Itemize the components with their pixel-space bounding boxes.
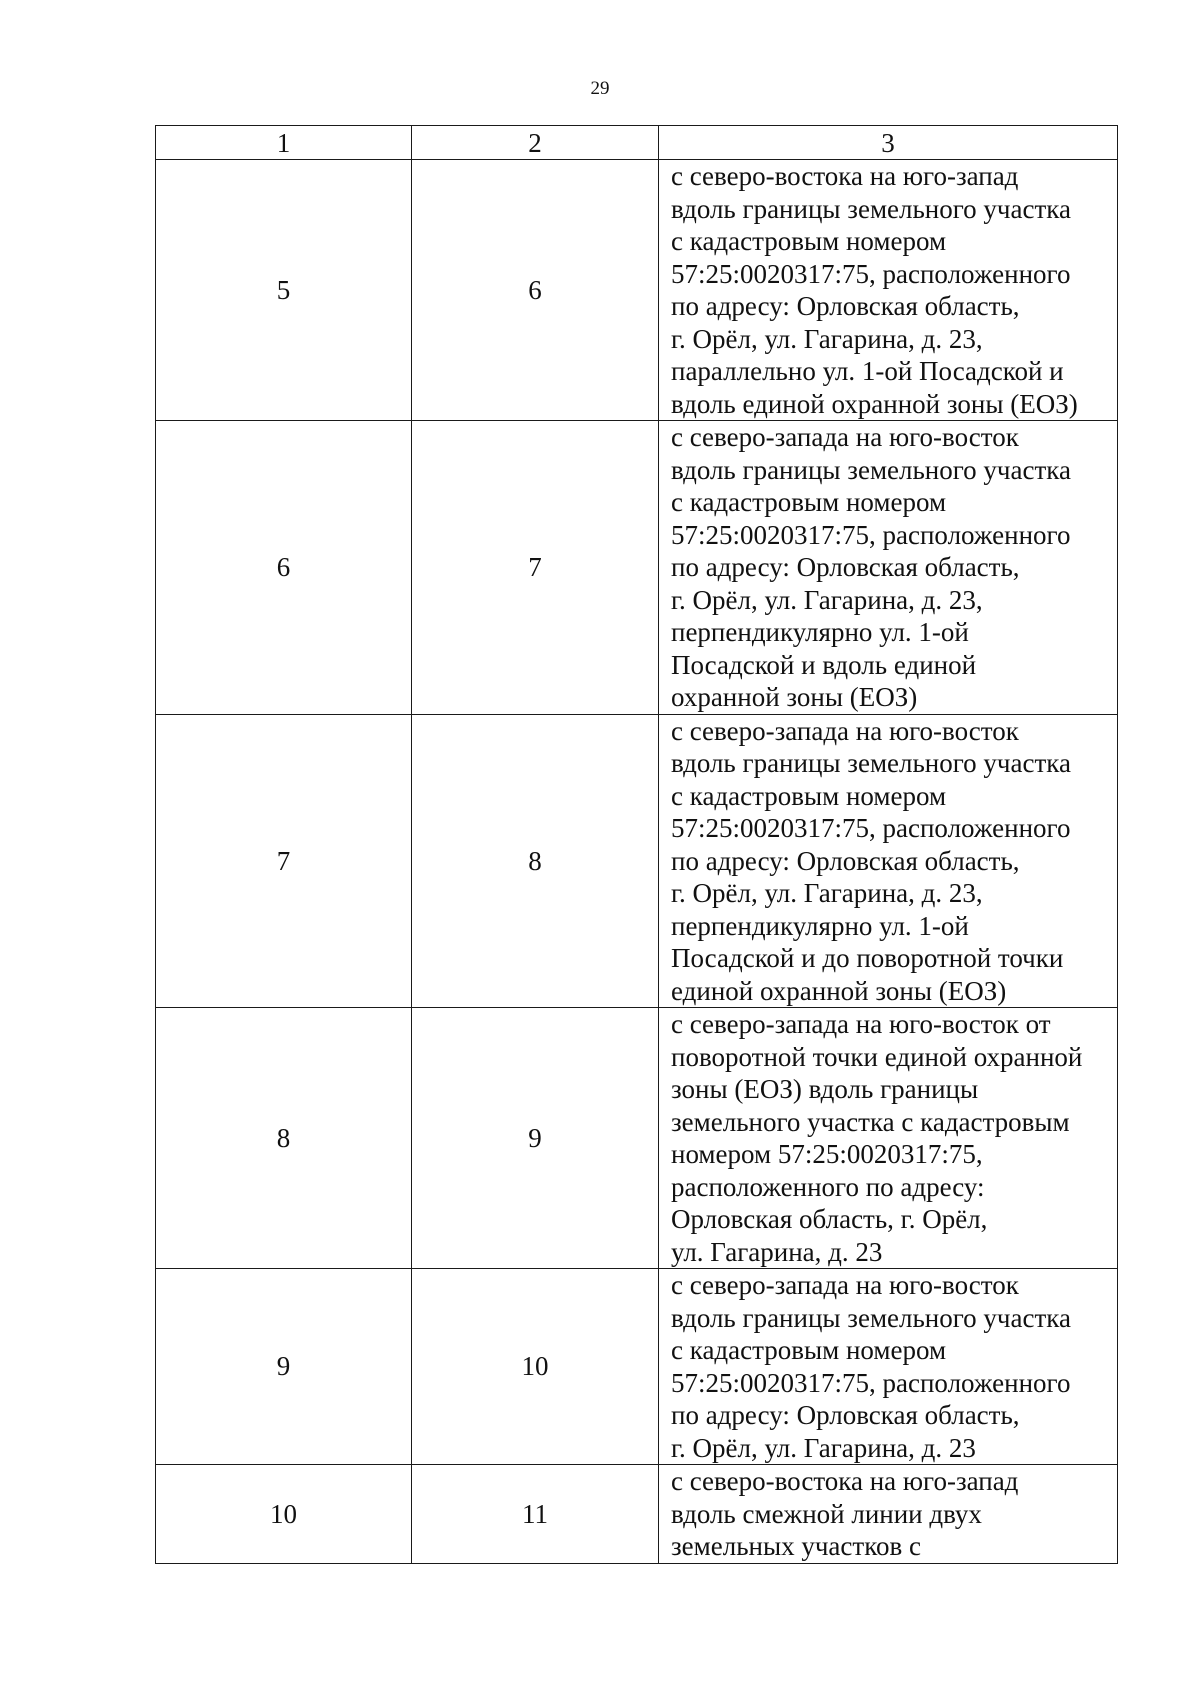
description-line: с северо-запада на юго-восток <box>671 1270 1019 1300</box>
description-line: с кадастровым номером <box>671 487 947 517</box>
description-line: с северо-запада на юго-восток от <box>671 1009 1051 1039</box>
description-line: зоны (ЕОЗ) вдоль границы <box>671 1074 979 1104</box>
table-header-row <box>156 126 1118 160</box>
table-row <box>156 714 1118 1008</box>
point-to-cell: 8 <box>412 714 659 1008</box>
description-line: г. Орёл, ул. Гагарина, д. 23, <box>671 878 983 908</box>
description-line: с кадастровым номером <box>671 780 947 811</box>
description-line: вдоль границы земельного участка <box>671 454 1071 485</box>
point-from-cell: 6 <box>156 421 412 715</box>
point-to-cell: 10 <box>412 1269 659 1465</box>
description-line: перпендикулярно ул. 1-ой <box>671 910 969 941</box>
description-line: по адресу: Орловская область, <box>671 552 1020 582</box>
description-line: вдоль границы земельного участка <box>671 748 1071 778</box>
table-row <box>156 160 1118 421</box>
description-line: 57:25:0020317:75, расположенного <box>671 813 1071 843</box>
description-line: по адресу: Орловская область, <box>671 291 1020 321</box>
table-row <box>156 1465 1118 1564</box>
point-to-cell: 7 <box>412 421 659 715</box>
description-line: г. Орёл, ул. Гагарина, д. 23, <box>671 323 983 354</box>
description-line: по адресу: Орловская область, <box>671 845 1020 876</box>
point-from-cell: 10 <box>156 1465 412 1564</box>
point-from-cell: 9 <box>156 1269 412 1465</box>
point-from-cell: 8 <box>156 1008 412 1269</box>
page-number: 29 <box>590 78 610 99</box>
boundary-description <box>659 714 1118 1008</box>
description-line: с северо-запада на юго-восток <box>671 422 1019 452</box>
description-line: единой охранной зоны (ЕОЗ) <box>671 975 1007 1006</box>
description-line: с кадастровым номером <box>671 1335 947 1365</box>
description-line: перпендикулярно ул. 1-ой <box>671 617 969 647</box>
boundary-description <box>659 1465 1118 1564</box>
description-line: с северо-запада на юго-восток <box>671 715 1019 746</box>
description-line: с кадастровым номером <box>671 226 947 256</box>
column-header-3: 3 <box>659 126 1118 160</box>
description-line: земельных участков с <box>671 1531 921 1561</box>
description-line: расположенного по адресу: <box>671 1171 985 1202</box>
description-line: с северо-востока на юго-запад <box>671 161 1019 191</box>
point-to-cell: 6 <box>412 160 659 421</box>
description-line: г. Орёл, ул. Гагарина, д. 23, <box>671 584 983 615</box>
column-header-1: 1 <box>156 126 412 160</box>
column-header-2: 2 <box>412 126 659 160</box>
description-line: поворотной точки единой охранной <box>671 1041 1083 1072</box>
table-row <box>156 1008 1118 1269</box>
point-from-cell: 7 <box>156 714 412 1008</box>
description-line: вдоль смежной линии двух <box>671 1498 982 1529</box>
description-line: г. Орёл, ул. Гагарина, д. 23 <box>671 1432 976 1463</box>
description-line: Посадской и вдоль единой <box>671 649 977 680</box>
description-line: по адресу: Орловская область, <box>671 1400 1020 1430</box>
description-line: вдоль границы земельного участка <box>671 193 1071 224</box>
description-line: охранной зоны (ЕОЗ) <box>671 682 918 712</box>
description-line: 57:25:0020317:75, расположенного <box>671 1367 1071 1398</box>
description-line: Посадской и до поворотной точки <box>671 943 1064 973</box>
description-line: вдоль границы земельного участка <box>671 1302 1071 1333</box>
boundary-table <box>155 125 1118 1564</box>
description-line: параллельно ул. 1-ой Посадской и <box>671 356 1064 386</box>
boundary-description <box>659 421 1118 715</box>
description-line: вдоль единой охранной зоны (ЕОЗ) <box>671 388 1078 419</box>
table-row <box>156 1269 1118 1465</box>
point-from-cell: 5 <box>156 160 412 421</box>
description-line: Орловская область, г. Орёл, <box>671 1204 988 1234</box>
description-line: с северо-востока на юго-запад <box>671 1466 1019 1496</box>
table-row <box>156 421 1118 715</box>
description-line: номером 57:25:0020317:75, <box>671 1139 983 1169</box>
description-line: ул. Гагарина, д. 23 <box>671 1236 883 1267</box>
description-line: 57:25:0020317:75, расположенного <box>671 258 1071 289</box>
description-line: земельного участка с кадастровым <box>671 1106 1070 1137</box>
boundary-description <box>659 1269 1118 1465</box>
boundary-description <box>659 160 1118 421</box>
boundary-description <box>659 1008 1118 1269</box>
description-line: 57:25:0020317:75, расположенного <box>671 519 1071 550</box>
point-to-cell: 11 <box>412 1465 659 1564</box>
point-to-cell: 9 <box>412 1008 659 1269</box>
